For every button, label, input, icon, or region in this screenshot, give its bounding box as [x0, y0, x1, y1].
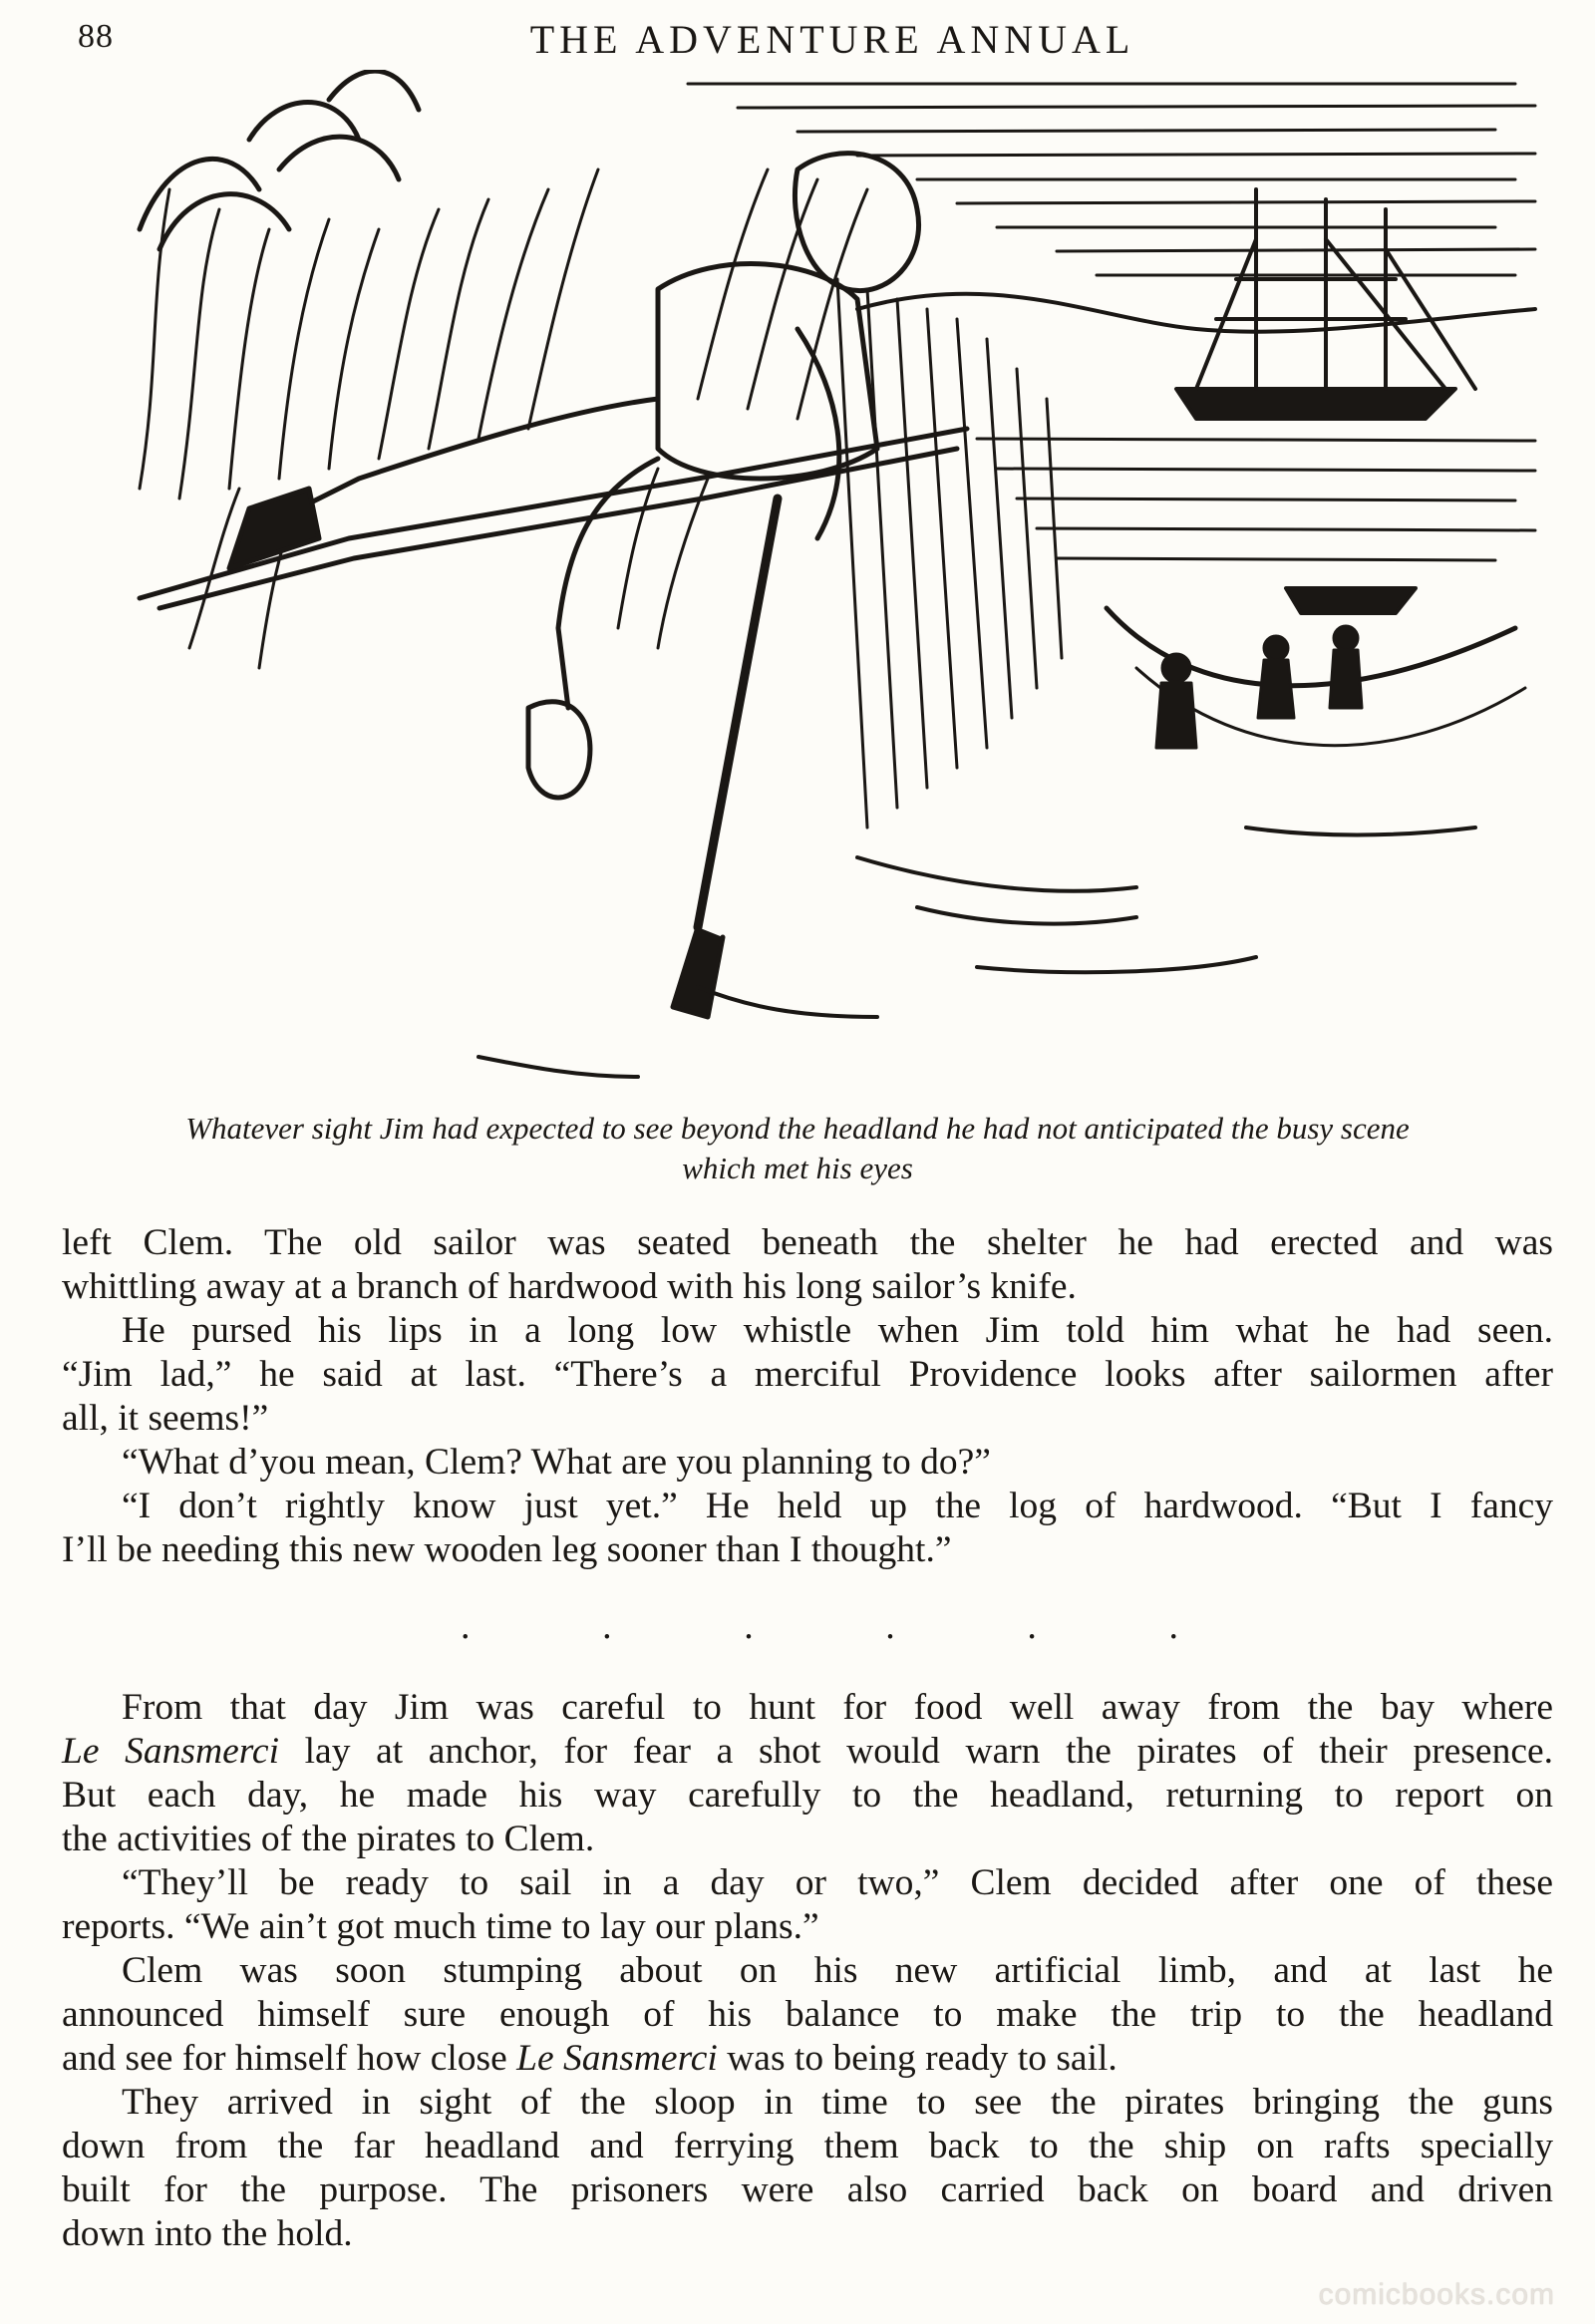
separator-dot: . — [885, 1605, 895, 1647]
page-number: 88 — [78, 18, 114, 55]
paragraph-4-line-2: I’ll be needing this new wooden leg sooner than I thought.” — [62, 1529, 952, 1570]
jim-figure — [140, 154, 967, 1017]
cliff-hatching — [837, 279, 1062, 828]
sky-hatching — [688, 84, 1535, 275]
paragraph-8-line-4: down into the hold. — [62, 2213, 353, 2254]
paragraph-4-line-1: “I don’t rightly know just yet.” He held up the log of hardwood. “But I fancy — [122, 1486, 1553, 1526]
paragraph-3-line-1: “What d’you mean, Clem? What are you planning to do?” — [122, 1442, 991, 1483]
paragraph-2-line-3: all, it seems!” — [62, 1398, 269, 1439]
separator-dot: . — [744, 1605, 754, 1647]
paragraph-1-line-1: left Clem. The old sailor was seated beneath the shelter he had erected and was — [62, 1222, 1553, 1263]
paragraph-7-line-2: announced himself sure enough of his balance to make the trip to the headland — [62, 1994, 1553, 2035]
caption-line-1: Whatever sight Jim had expected to see beyond the headland he had not anticipated the busy scene — [185, 1111, 1410, 1146]
ship-name: Le Sansmerci — [516, 2038, 718, 2079]
section-separator — [461, 1606, 1178, 1646]
separator-dot: . — [1027, 1605, 1037, 1647]
ship-name: Le Sansmerci — [62, 1731, 279, 1772]
separator-dot: . — [1168, 1605, 1178, 1647]
paragraph-6-line-2: reports. “We ain’t got much time to lay our plans.” — [62, 1906, 819, 1947]
paragraph-5-line-2 — [62, 1730, 1553, 1774]
paragraph-1-line-2: whittling away at a branch of hardwood with his long sailor’s knife. — [62, 1266, 1077, 1307]
separator-dot: . — [461, 1605, 471, 1647]
paragraph-8-line-1: They arrived in sight of the sloop in time to see the pirates bringing the guns — [122, 2082, 1553, 2123]
paragraph-8-line-2: down from the far headland and ferrying them back to the ship on rafts specially — [62, 2126, 1553, 2166]
paragraph-8-line-3: built for the purpose. The prisoners were also carried back on board and driven — [62, 2169, 1553, 2210]
ship-icon — [1176, 189, 1475, 419]
paragraph-5-line-2-text: lay at anchor, for fear a shot would warn the pirates of their presence. — [278, 1731, 1553, 1772]
paragraph-7-line-3 — [62, 2037, 1553, 2081]
paragraph-2-line-1: He pursed his lips in a long low whistle when Jim told him what he had seen. — [122, 1310, 1553, 1351]
paragraph-5-line-4: the activities of the pirates to Clem. — [62, 1819, 595, 1859]
paragraph-7-line-3-a: and see for himself how close — [62, 2038, 517, 2079]
separator-dot: . — [602, 1605, 612, 1647]
caption-line-2: which met his eyes — [682, 1151, 913, 1185]
paragraph-7-line-3-b: was to being ready to sail. — [717, 2038, 1117, 2079]
jungle-cliff-lookout-illustration — [100, 70, 1555, 1097]
palm-tree-icon — [140, 71, 419, 249]
paragraph-5-line-3: But each day, he made his way carefully to the headland, returning to report on — [62, 1775, 1553, 1816]
foreground-strokes — [478, 828, 1475, 1077]
illustration-caption — [90, 1109, 1505, 1188]
watermark: comicbooks.com — [1318, 2278, 1555, 2311]
body-text — [62, 1221, 1553, 2256]
sea-hatching — [977, 439, 1535, 560]
paragraph-2-line-2: “Jim lad,” he said at last. “There’s a merciful Providence looks after sailormen after — [62, 1354, 1553, 1395]
running-head: THE ADVENTURE ANNUAL — [529, 17, 1135, 62]
paragraph-7-line-1: Clem was soon stumping about on his new artificial limb, and at last he — [122, 1950, 1553, 1991]
paragraph-5-line-1: From that day Jim was careful to hunt for food well away from the bay where — [122, 1687, 1553, 1728]
paragraph-6-line-1: “They’ll be ready to sail in a day or two,” Clem decided after one of these — [122, 1862, 1553, 1903]
rowboat-icon — [1286, 588, 1416, 613]
pirate-figures-icon — [1156, 626, 1362, 748]
